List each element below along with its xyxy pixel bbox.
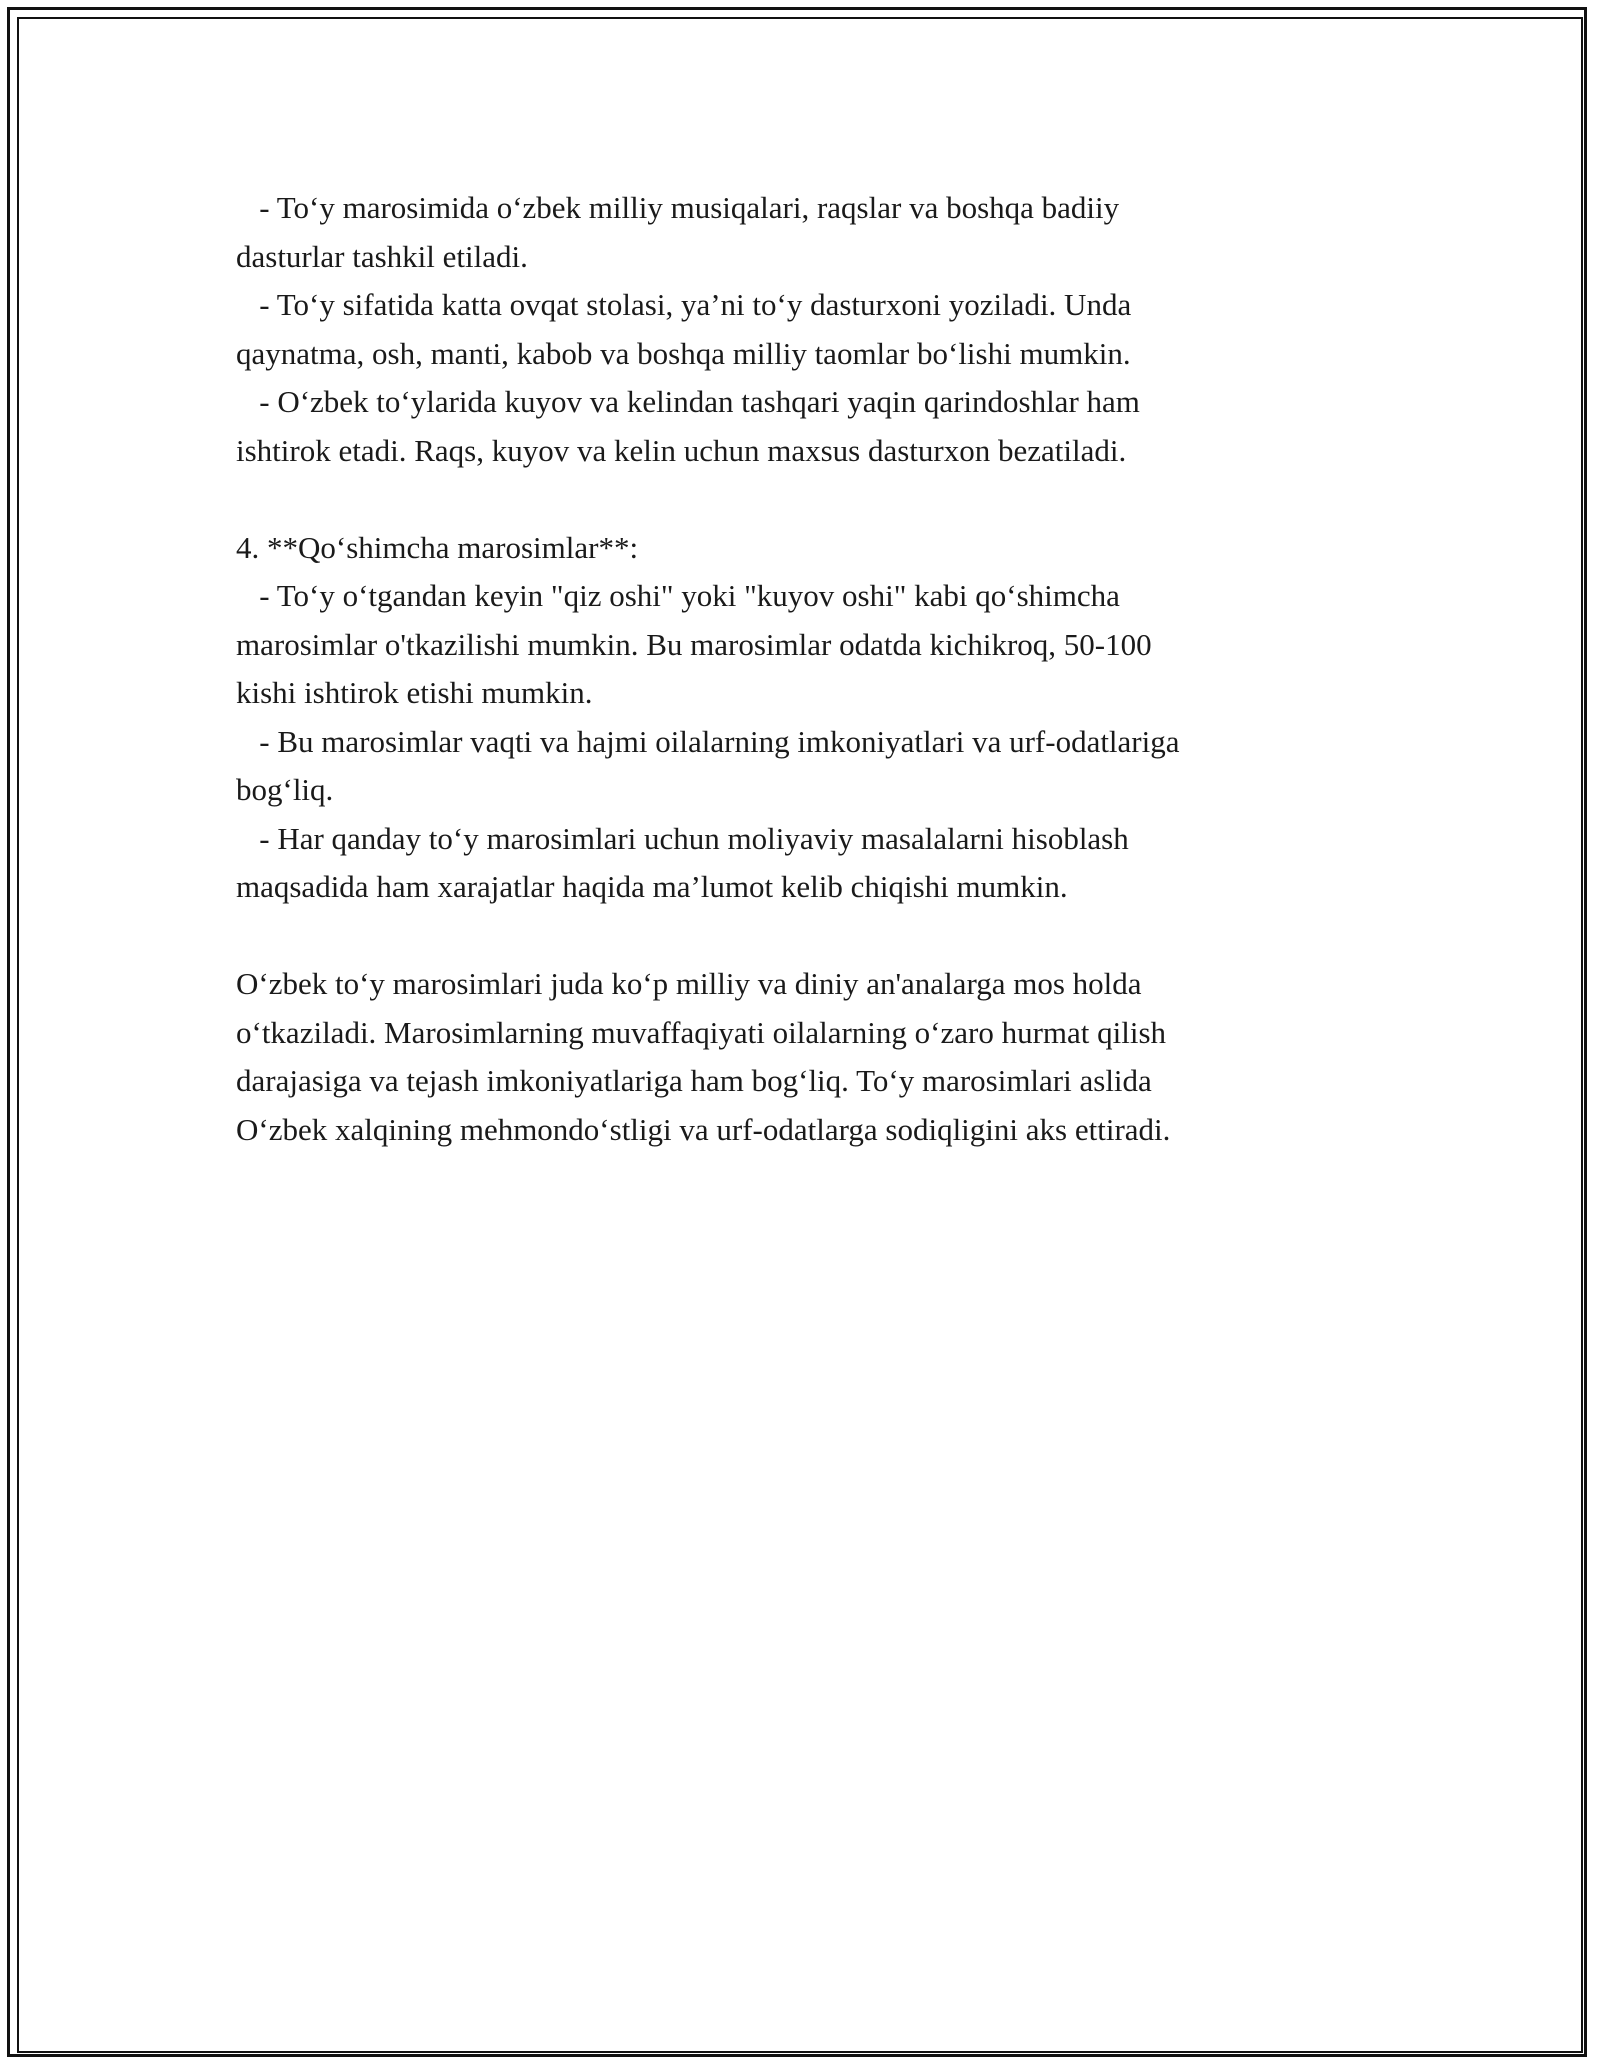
text-line: O‘zbek to‘y marosimlari juda ko‘p milliy va diniy an'analarga mos holda xyxy=(236,966,1142,1001)
text-line: - To‘y o‘tgandan keyin "qiz oshi" yoki "kuyov oshi" kabi qo‘shimcha xyxy=(236,578,1120,613)
paragraph-gap xyxy=(236,475,1366,524)
text-line: marosimlar o'tkazilishi mumkin. Bu marosimlar odatda kichikroq, 50-100 xyxy=(236,626,1152,662)
section-heading: 4. **Qo‘shimcha marosimlar**: xyxy=(236,529,639,565)
text-line: - O‘zbek to‘ylarida kuyov va kelindan tashqari yaqin qarindoshlar ham xyxy=(236,384,1140,419)
text-line: qaynatma, osh, manti, kabob va boshqa milliy taomlar bo‘lishi mumkin. xyxy=(236,335,1131,371)
text-line: ishtirok etadi. Raqs, kuyov va kelin uchun maxsus dasturxon bezatiladi. xyxy=(236,432,1127,468)
text-line: - Har qanday to‘y marosimlari uchun moliyaviy masalalarni hisoblash xyxy=(236,820,1129,856)
text-line: darajasiga va tejash imkoniyatlariga ham bog‘liq. To‘y marosimlari aslida xyxy=(236,1063,1152,1098)
text-line: O‘zbek xalqining mehmondo‘stligi va urf-odatlarga sodiqligini aks ettiradi. xyxy=(236,1111,1171,1147)
text-line: - To‘y marosimida o‘zbek milliy musiqalari, raqslar va boshqa badiiy xyxy=(236,190,1120,225)
document-body xyxy=(236,184,1366,1154)
text-line: - Bu marosimlar vaqti va hajmi oilalarning imkoniyatlari va urf-odatlariga xyxy=(236,723,1180,759)
paragraph-gap xyxy=(236,912,1366,961)
text-line: - To‘y sifatida katta ovqat stolasi, ya’ni to‘y dasturxoni yoziladi. Unda xyxy=(236,287,1132,322)
text-line: dasturlar tashkil etiladi. xyxy=(236,238,528,274)
text-line: maqsadida ham xarajatlar haqida ma’lumot kelib chiqishi mumkin. xyxy=(236,869,1068,904)
text-line: kishi ishtirok etishi mumkin. xyxy=(236,675,593,710)
text-line: bog‘liq. xyxy=(236,772,334,807)
text-line: o‘tkaziladi. Marosimlarning muvaffaqiyati oilalarning o‘zaro hurmat qilish xyxy=(236,1014,1167,1050)
